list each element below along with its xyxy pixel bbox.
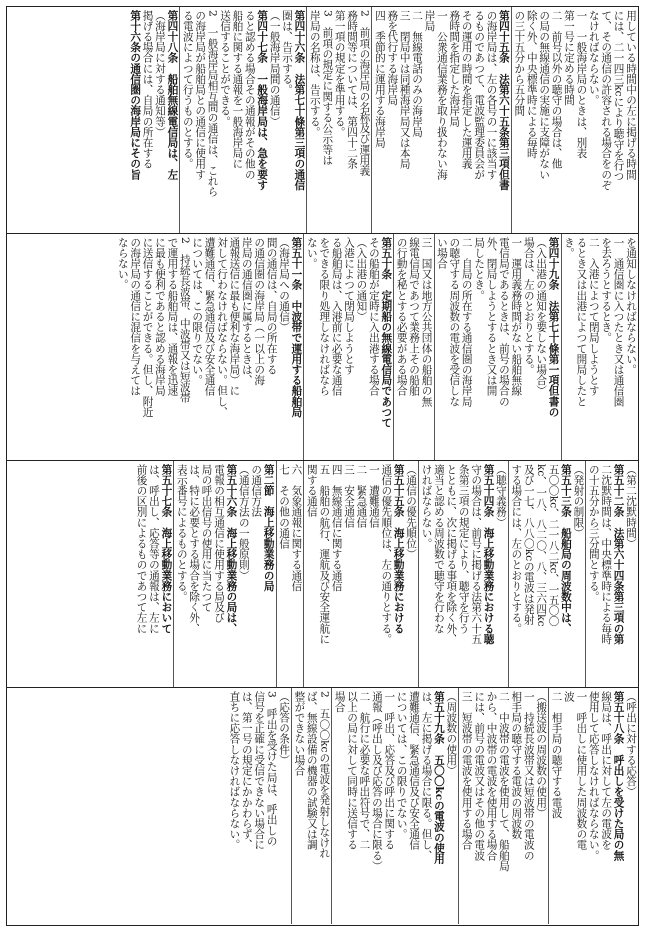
- text-column: [332, 688, 459, 924]
- text-line: 送信することができる。: [219, 10, 231, 127]
- text-line: 間の通信は、自局の所在する: [265, 237, 278, 375]
- text-column: [549, 688, 638, 924]
- text-column: [292, 688, 332, 924]
- text-line: で運用する船舶局は、通報を迅速: [166, 237, 179, 396]
- text-line: 前後の区別によるものであつて左に: [135, 464, 148, 634]
- text-line: 二 緊急通信: [355, 464, 368, 528]
- text-line: 3 呼出を受けた局は、呼出しの: [265, 691, 278, 847]
- text-line: 通報（呼出し及び応答の場合に限る）: [370, 691, 383, 872]
- text-line: 第四十七条 一般海岸局は、急を要す: [256, 10, 269, 191]
- text-line: （発射の制限）: [572, 464, 585, 539]
- text-line: については、この限りでない。: [191, 237, 204, 386]
- text-line: 第五十九条 五〇〇kcの電波の使用: [432, 691, 445, 864]
- text-column: [394, 234, 434, 460]
- text-line: 整ができない場合: [293, 691, 306, 776]
- text-line: をできる限り処理しなければなら: [318, 237, 331, 396]
- text-line: 一 公衆通信業務を取り扱わない海: [435, 10, 448, 180]
- text-line: 通報送信に最も便利な海岸局）に: [228, 237, 241, 396]
- text-line: 二 無線電話のみの海岸局: [411, 10, 424, 138]
- text-line: （聴守義務）: [494, 464, 507, 528]
- text-line: 五〇〇kc、二一八二kc、一五〇〇: [547, 464, 560, 627]
- text-line: ば、無線設備の機器の試験又は調: [305, 691, 318, 850]
- text-line: 局の呼出信号の使用に当たつて: [200, 464, 213, 613]
- text-line: 場合は、左のとおりとする。: [522, 237, 535, 375]
- text-line: の局の無線通信の実施に支障がない: [538, 10, 551, 180]
- text-line: て、その通信の許容される場合をのぞ: [600, 10, 613, 191]
- text-line: 二 中波帯の電波を使用して、船舶局: [497, 691, 510, 872]
- text-line: 波: [562, 691, 575, 702]
- text-line: 2 持続長波帯、中波帯又は短波帯: [178, 237, 191, 403]
- text-line: 圏は、告示する。: [281, 10, 294, 95]
- text-line: 第五十六条 海上移動業務の局は、: [225, 464, 238, 634]
- text-line: kc、一八、八二〇、八、三六四kc: [535, 464, 548, 627]
- text-line: 第五十四条 海上移動業務における聴: [482, 464, 495, 645]
- text-column: [227, 688, 292, 924]
- text-line: 六 気象通報に関する通信: [290, 464, 303, 592]
- text-line: 第五十三条 船舶局の周波数中は、: [559, 464, 572, 634]
- text-line: 二 自局の所在する通信圏の海岸局: [460, 237, 473, 407]
- text-line: は、第一号の規定にかかわらず、: [240, 691, 253, 850]
- text-line: る電波によつて行うものとする。: [181, 10, 194, 169]
- text-line: 2 一般海岸局相互間の通信は、これら: [206, 10, 219, 197]
- text-column: [115, 234, 304, 460]
- text-column: [512, 7, 638, 233]
- text-line: の海岸局が船舶局との通信に使用す: [194, 10, 207, 180]
- text-line: 五 船舶の航行、運航及び安全運航に: [318, 464, 331, 645]
- text-column: [586, 461, 638, 687]
- text-line: を通知しなければならない。: [625, 237, 637, 375]
- text-line: 除く外、中央標準時による毎時: [525, 10, 538, 159]
- text-column: [174, 461, 276, 687]
- text-line: 通信の優先順位は、左の通りとする。: [380, 464, 393, 645]
- text-line: （海岸局に対する通知等）: [153, 10, 166, 138]
- text-line: 岸局の通信圏に属するときは、: [240, 237, 253, 386]
- text-line: 七 その他の通信: [278, 464, 291, 549]
- text-column: [304, 461, 419, 687]
- text-line: には、前号の電波又はその他の電波: [473, 691, 486, 861]
- text-column: [134, 461, 174, 687]
- text-line: 一 呼出、応答及び呼出に関する: [383, 691, 396, 850]
- text-line: 電報の相互通信に使用する局及び: [213, 464, 225, 623]
- text-column: [435, 234, 562, 460]
- text-line: の通信方法: [250, 464, 263, 517]
- text-line: （周波数の使用）: [445, 691, 458, 776]
- text-line: から、中波帯の電波を使用する場合: [485, 691, 498, 861]
- text-line: ければならない。: [420, 464, 433, 549]
- text-column: [304, 234, 394, 460]
- text-line: の行動を秘とする必要がある場合: [395, 237, 408, 396]
- text-line: ならない。: [116, 237, 129, 290]
- document-page: [6, 6, 639, 926]
- text-line: るとき又は出港によつて開局したと: [575, 237, 588, 407]
- text-line: 務を代行する海岸局: [386, 10, 399, 106]
- text-line: 線電信局であつて業務上その船舶: [408, 237, 421, 396]
- text-line: 一 一般海岸局のときは、別表: [575, 10, 588, 159]
- text-line: （通信方法の一般原則）: [237, 464, 250, 581]
- text-line: に最も便利であると認める海岸局: [153, 237, 166, 396]
- text-line: 三 安全通信: [343, 464, 356, 528]
- text-line: 三 閉局中は同種海岸局又は本局: [398, 10, 411, 169]
- text-column: [459, 688, 549, 924]
- text-line: 第四十八条 船舶無線電信局は、左: [166, 10, 179, 180]
- band-columns: [7, 234, 638, 460]
- text-column: [180, 7, 307, 233]
- text-line: 船舶に関する通報を一般海岸局に: [231, 10, 244, 169]
- text-column: [509, 461, 586, 687]
- text-line: は、呼出し、応答等の通報は、左に: [147, 464, 160, 634]
- text-line: 三 国又は地方公共団体の船舶の無: [420, 237, 433, 407]
- text-line: 条第三項の規定により、聴守を行う: [457, 464, 470, 634]
- text-column: [307, 7, 372, 233]
- text-line: 場合: [333, 691, 346, 713]
- text-column: [419, 461, 509, 687]
- text-line: 第一項の規定を準用する。: [333, 10, 346, 138]
- text-line: 信号を正確に受信できない場合に: [253, 691, 266, 850]
- text-line: 一 遭難通信: [367, 464, 380, 528]
- text-band-1: [7, 7, 638, 233]
- text-line: き。: [562, 237, 575, 259]
- text-line: （入出港の通知）: [355, 237, 368, 322]
- text-band-3: [7, 461, 638, 687]
- text-line: 遭難通信、緊急通信及び安全通信: [203, 237, 216, 396]
- text-line: 二 入港によつて閉局しようとす: [587, 237, 600, 396]
- text-line: （入出港の通知を要しない場合）: [535, 237, 548, 396]
- text-line: 第五十二条 法第六十四条第三項の第: [612, 464, 625, 645]
- text-line: 一 呼出しに使用した周波数の電: [575, 691, 588, 850]
- text-line: は、左に掲げる場合に限る。但し、: [420, 691, 433, 861]
- text-line: ると認める場合その通報がその他の: [243, 10, 256, 180]
- text-line: 遭難通信、緊急通信及び安全通信: [408, 691, 421, 850]
- text-line: 関する通信: [305, 464, 318, 517]
- text-line: 第四十九条 法第七十條第一項但書の: [547, 237, 560, 418]
- text-column: [128, 7, 181, 233]
- text-line: については、この限りでない。: [395, 691, 408, 840]
- text-line: 二沈默時間は、中央標準時による毎時: [600, 464, 613, 645]
- text-line: 直ちに応答しなければならない。: [228, 691, 241, 850]
- text-line: （通信の優先順位）: [405, 464, 418, 560]
- text-line: の三十五分から五分間: [513, 10, 526, 116]
- text-line: 岸局の名称は、告示する。: [308, 10, 321, 138]
- text-line: 対して行わなければならない。但し、: [216, 237, 228, 418]
- text-line: 第十六条の通信圏の海岸局にその旨: [129, 10, 142, 180]
- text-line: 第一号に定める時間: [562, 10, 575, 106]
- text-line: 入港によつて閉局しようとす: [343, 237, 356, 375]
- text-line: 掲げる場合には、自局の所在する: [141, 10, 154, 169]
- text-line: （呼出に対する応答）: [625, 691, 637, 797]
- text-column: [562, 234, 638, 460]
- text-line: （搬送波の周波数の使用）: [535, 691, 548, 819]
- text-line: の海岸局の通信に混信を与えては: [129, 237, 142, 396]
- text-column: [277, 461, 305, 687]
- text-line: 第五十一条 中波帯で運用する船舶局: [290, 237, 303, 418]
- text-line: 一 運用義務時間がない船舶無線: [510, 237, 523, 396]
- text-line: （海岸局への通信）: [278, 237, 291, 333]
- text-line: の聴守する周波数の電波を受信しな: [448, 237, 461, 407]
- text-line: 守の場合は、前号に掲げる法第六十五: [470, 464, 483, 645]
- text-line: 及び一七、八八〇kcの電波は発射: [522, 464, 535, 625]
- text-line: 適当と認める周波数で聴守を行わな: [432, 464, 445, 634]
- text-line: る船舶局は、入港前に必要な通信: [330, 237, 343, 396]
- text-line: 務時間等については、第四十二条: [346, 10, 359, 169]
- text-line: ない。: [305, 237, 318, 269]
- text-line: 表示番号によるものとする。: [175, 464, 188, 602]
- text-line: 二 前号以外の聴守の場合は、他: [550, 10, 563, 169]
- text-line: とともに、次に掲げる事項を除く外、: [445, 464, 458, 645]
- text-line: 務時間を指定した海岸局: [448, 10, 461, 127]
- text-line: 2 五〇〇kcの電波を発射しなけれ: [318, 691, 331, 859]
- text-line: その運用の時間を指定した運用義: [460, 10, 473, 169]
- text-line: 電信局であるときは、前号の場合の: [497, 237, 510, 407]
- text-line: （第二沈默時間）: [625, 464, 637, 549]
- text-line: 用している時間中の左に掲げる時間: [625, 10, 637, 180]
- text-line: は、特に必要とする場合を除く外、: [188, 464, 201, 634]
- text-line: 四 季節的に運用する海岸局: [373, 10, 386, 148]
- text-line: に送信することができる。但し、附近: [141, 237, 154, 418]
- text-line: 岸局: [423, 10, 436, 32]
- text-line: 第二節 海上移動業務の局: [262, 464, 275, 592]
- text-line: 使用して応答しなければならない。: [587, 691, 600, 861]
- text-band-2: [7, 234, 638, 460]
- text-band-4: [7, 688, 638, 924]
- text-line: を去ろうとするとき。: [600, 237, 613, 343]
- text-line: 相手局の聴守する電波の周波数: [510, 691, 523, 840]
- text-line: 二 相手局の聴守する電波: [550, 691, 563, 819]
- band-columns: [7, 7, 638, 233]
- text-line: する場合には、左のとおりとする。: [510, 464, 523, 634]
- text-line: 一 通信圏に入つたとき又は通信圏: [612, 237, 625, 407]
- text-line: るものであつて、電波監理委員会が: [473, 10, 486, 180]
- text-line: 3 前項の規定に関する公示等は: [321, 10, 334, 166]
- text-line: その船舶が定時に入出港する場合: [367, 237, 380, 396]
- text-line: （応答の条件）: [278, 691, 291, 766]
- text-line: い場合: [435, 237, 448, 269]
- text-line: 局したとき。: [473, 237, 486, 301]
- text-line: 四 無線通信に関する通信: [330, 464, 343, 592]
- text-line: 線局は、呼出に対して左の電波を: [600, 691, 613, 850]
- text-line: の海岸局は、左の各号の一に該当す: [485, 10, 498, 180]
- text-line: 第五十五条 海上移動業務における: [392, 464, 405, 634]
- text-line: 三 短波帯の電波を使用する場合: [460, 691, 473, 850]
- text-line: 第五十七条 海上移動業務において: [160, 464, 173, 634]
- text-line: の通信圏の海岸局（一以上の海: [253, 237, 266, 386]
- text-line: 第四十五条 法第六十五条第三項但書: [497, 10, 510, 191]
- text-line: の十五分から三分間とする。: [587, 464, 600, 602]
- text-line: なければならない。: [587, 10, 600, 106]
- text-line: （一般海岸局間の通信）: [268, 10, 281, 127]
- text-line: 一 持続長波帯又は短波帯の電波の: [522, 691, 535, 861]
- text-line: 2 前項の海岸局の名称及び運用義: [358, 10, 371, 176]
- text-line: 以上の局に対して同時に送信する: [346, 691, 359, 850]
- text-line: には、二一四三kcにより聴守を行つ: [612, 10, 625, 182]
- text-line: 第五十条 定期船の無線電信局であつて: [380, 237, 393, 428]
- text-line: 二 航行に必要な呼出符号で、二: [358, 691, 371, 850]
- text-line: 第五十八条 呼出しを受けた局の無: [612, 691, 625, 861]
- band-columns: [7, 688, 638, 924]
- band-columns: [7, 461, 638, 687]
- text-line: 外、閉局しようとするとき又は開: [485, 237, 498, 396]
- text-column: [372, 7, 511, 233]
- text-line: 第四十六条 法第七十條第三項の通信: [293, 10, 306, 191]
